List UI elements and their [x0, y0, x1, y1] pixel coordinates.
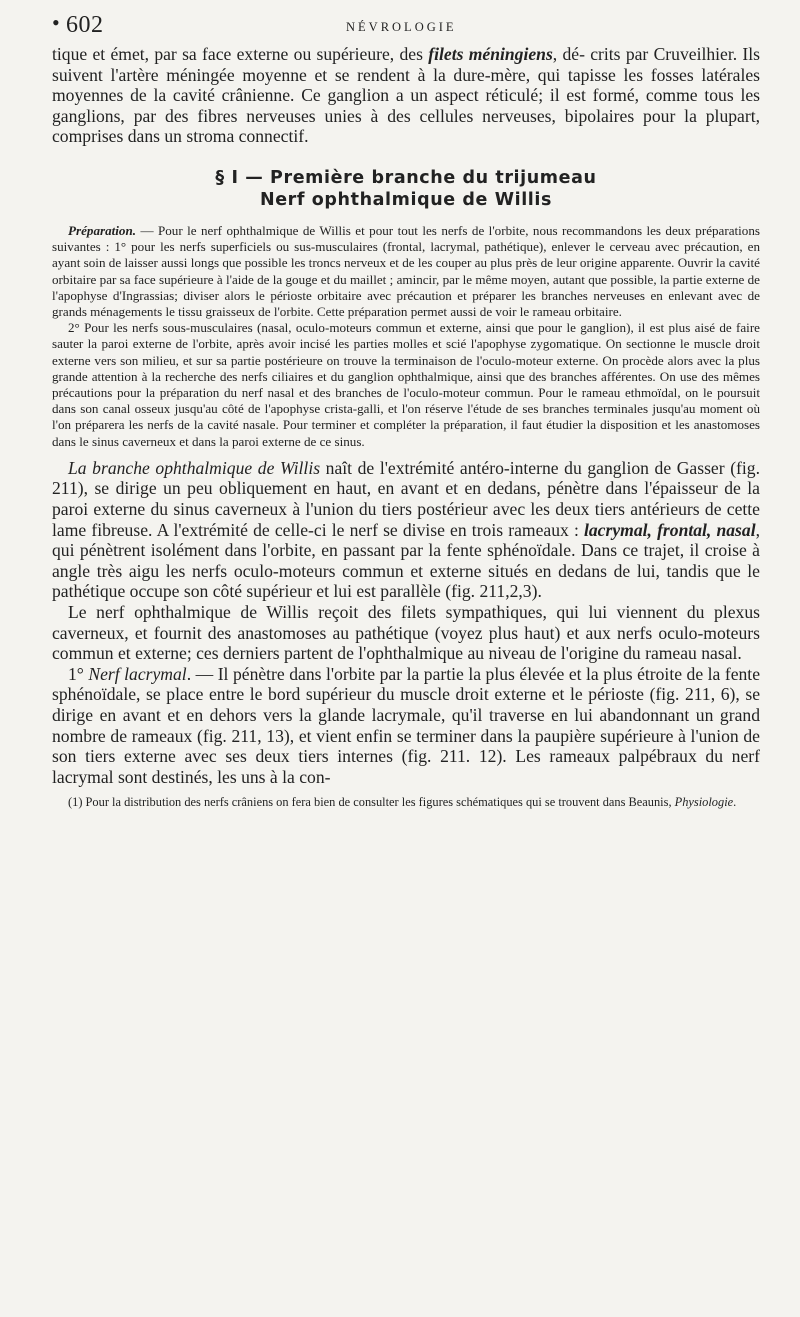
para2-text-d: , qui pénètrent isolément dans l'orbite, en passant par la fente sphénoïdale. Dans ce trajet, il croise à angle très aigu les nerfs oculo-moteurs commun et externe situés en dedans de lui, tandis que le pathétique occupe son côté supérieur et lui est parallèle (fig. 211,2,3). [52, 519, 760, 602]
para2-text-b: naît de l'extrémité antéro-interne du ganglion de Gasser (fig. 211), se dirige un peu obliquement en haut, en avant et en dedans, pénètre dans l'épaisseur de la paroi externe du sinus caverneux à l'union du tiers postérieur avec les deux tiers antérieurs de cette lame fibreuse. A l'extrémité de celle-ci le nerf se divise en trois rameaux : [52, 457, 760, 540]
para1-text-a: tique et émet, par sa face externe ou supérieure, des [52, 44, 429, 64]
footnote [52, 795, 760, 811]
section-title-line1: § I — Première branche du trijumeau [215, 167, 597, 188]
paragraph-ganglion-continued [52, 44, 760, 147]
preparation-paragraph-1 [52, 223, 760, 320]
term-preparation: Préparation. [68, 222, 137, 238]
term-branche-ophthalmique: La branche ophthalmique de Willis [68, 457, 321, 478]
section-heading [52, 167, 760, 211]
term-filets-meningiens: filets méningiens [428, 44, 553, 64]
para1-text-c: , dé- crits par Cruveilhier. Ils suivent l'artère méningée moyenne et se rendent à la dure-mère, qui tapisse les fosses latérales moyennes de la cavité crânienne. Ce ganglion a un aspect réticulé; il est formé, comme tous les ganglions, par des fibres nerveuses unies à des cellules nerveuses, bipolaires pour la plupart, comprises dans un stroma connectif. [52, 44, 761, 147]
running-head: NÉVROLOGIE [346, 20, 457, 34]
term-three-branches: lacrymal, frontal, nasal [584, 519, 756, 540]
section-title-line2: Nerf ophthalmique de Willis [259, 189, 553, 210]
term-nerf-lacrymal: Nerf lacrymal [88, 663, 187, 684]
page-bullet: • [52, 10, 60, 35]
para4-text-c: . — Il pénètre dans l'orbite par la partie la plus élevée et la plus étroite de la fente sphénoïdale, se place entre le bord supérieur du muscle droit externe et le périoste (fig. 211, 6), se dirige en avant et en dehors vers la glande lacrymale, qu'il traverse en lui abandonnant un grand nombre de rameaux (fig. 211, 13), et vient enfin se terminer dans la paupière supérieure à l'union de son tiers externe avec ses deux tiers internes (fig. 211. 12). Les rameaux palpébraux du nerf lacrymal sont destinés, les uns à la con- [52, 663, 761, 787]
preparation-paragraph-2: 2° Pour les nerfs sous-musculaires (nasal, oculo-moteurs commun et externe, ainsi que pour le ganglion), il est plus aisé de faire sauter la paroi externe de l'orbite, après avoir incisé les parties molles et scié l'apophyse zygomatique. On sectionne le muscle droit externe vers son milieu, et sur sa partie postérieure on trouve la terminaison de l'oculo-moteur externe. On procède alors avec la plus grande attention à la recherche des nerfs ciliaires et du ganglion ophthalmique, ainsi que des branches afférentes. On use des mêmes précautions pour la préparation du nerf nasal et des branches de l'oculo-moteur commun. Pour le rameau ethmoïdal, on le poursuit dans son canal osseux jusqu'au côté de l'apophyse crista-galli, et l'on réserve l'étude de ses branches terminales jusqu'au moment où l'on préparera les nerfs de la cavité nasale. Pour terminer et compléter la préparation, il faut étudier la disposition et les anastomoses dans le sinus caverneux et dans la paroi externe de ce sinus. [52, 320, 760, 449]
paragraph-anastomoses: Le nerf ophthalmique de Willis reçoit des filets sympathiques, qui lui viennent du plexus caverneux, et fournit des anastomoses au pathétique (voyez plus haut) et aux nerfs oculo-moteurs commun et externe; ces derniers partent de l'ophthalmique au niveau de l'origine du rameau nasal. [52, 601, 760, 664]
para4-number: 1° [68, 663, 89, 684]
footnote-text-c: . [733, 795, 737, 810]
footnote-text-a: (1) Pour la distribution des nerfs crâniens on fera bien de consulter les figures schématiques qui se trouvent dans Beaunis, [68, 795, 675, 810]
paragraph-nerf-lacrymal [52, 664, 760, 788]
page-header [44, 10, 754, 40]
paragraph-ophthalmic-branch [52, 458, 760, 602]
page-body [52, 44, 760, 811]
page-number: 602 [66, 12, 104, 38]
footnote-physiologie: Physiologie [674, 795, 734, 810]
prep1-text: — Pour le nerf ophthalmique de Willis et pour tout les nerfs de l'orbite, nous recommandons les deux préparations suivantes : 1° pour les nerfs superficiels ou sus-musculaires (frontal, lacrymal, pathétique), enlever le cerveau avec précaution, en ayant soin de laisser aussi longs que possible les troncs nerveux et de les couper au plus près de leur origine apparente. Ouvrir la cavité orbitaire par sa face supérieure à l'aide de la gouge et du maillet ; amincir, par le même moyen, autant que possible, la partie externe de l'apophyse d'Ingrassias; diviser alors le périoste orbitaire avec précaution et préparer les branches nerveuses en enlevant avec de grands ménagements le tissu graisseux de l'orbite. Cette préparation permet aussi de voir le rameau orbitaire. [52, 222, 760, 319]
